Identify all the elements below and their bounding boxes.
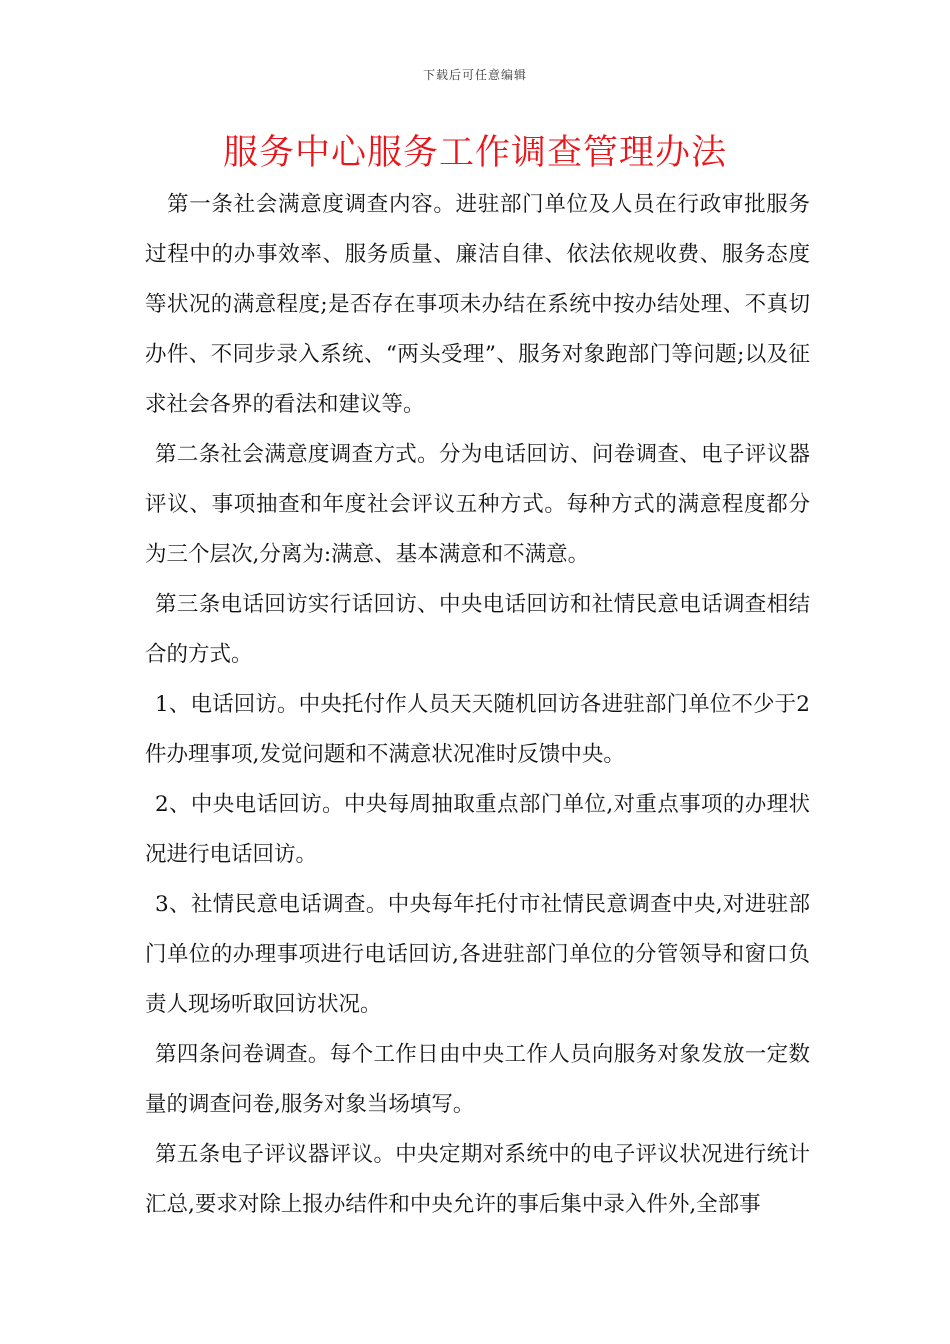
paragraph-item-1: 1、电话回访。中央托付作人员天天随机回访各进驻部门单位不少于2件办理事项,发觉问题和不满意状况准时反馈中央。 bbox=[145, 692, 810, 767]
paragraph-article-3: 第三条电话回访实行话回访、中央电话回访和社情民意电话调查相结合的方式。 bbox=[145, 592, 810, 667]
header-note: 下载后可任意编辑 bbox=[422, 68, 527, 82]
document-body bbox=[145, 180, 810, 1230]
paragraph-item-3: 3、社情民意电话调查。中央每年托付市社情民意调查中央,对进驻部门单位的办理事项进行电话回访,各进驻部门单位的分管领导和窗口负责人现场听取回访状况。 bbox=[145, 892, 810, 1017]
paragraph-article-5: 第五条电子评议器评议。中央定期对系统中的电子评议状况进行统计汇总,要求对除上报办结件和中央允许的事后集中录入件外,全部事 bbox=[145, 1142, 810, 1217]
paragraph-item-2: 2、中央电话回访。中央每周抽取重点部门单位,对重点事项的办理状况进行电话回访。 bbox=[145, 792, 810, 867]
document-title: 服务中心服务工作调查管理办法 bbox=[222, 133, 727, 173]
paragraph-article-2: 第二条社会满意度调查方式。分为电话回访、问卷调查、电子评议器评议、事项抽查和年度社会评议五种方式。每种方式的满意程度都分为三个层次,分离为:满意、基本满意和不满意。 bbox=[145, 442, 810, 567]
paragraph-article-4: 第四条问卷调查。每个工作日由中央工作人员向服务对象发放一定数量的调查问卷,服务对象当场填写。 bbox=[145, 1042, 810, 1117]
paragraph-article-1: 第一条社会满意度调查内容。进驻部门单位及人员在行政审批服务过程中的办事效率、服务质量、廉洁自律、依法依规收费、服务态度等状况的满意程度;是否存在事项未办结在系统中按办结处理、不真切办件、不同步录入系统、“两头受理”、服务对象跑部门等问题;以及征求社会各界的看法和建议等。 bbox=[145, 192, 810, 417]
